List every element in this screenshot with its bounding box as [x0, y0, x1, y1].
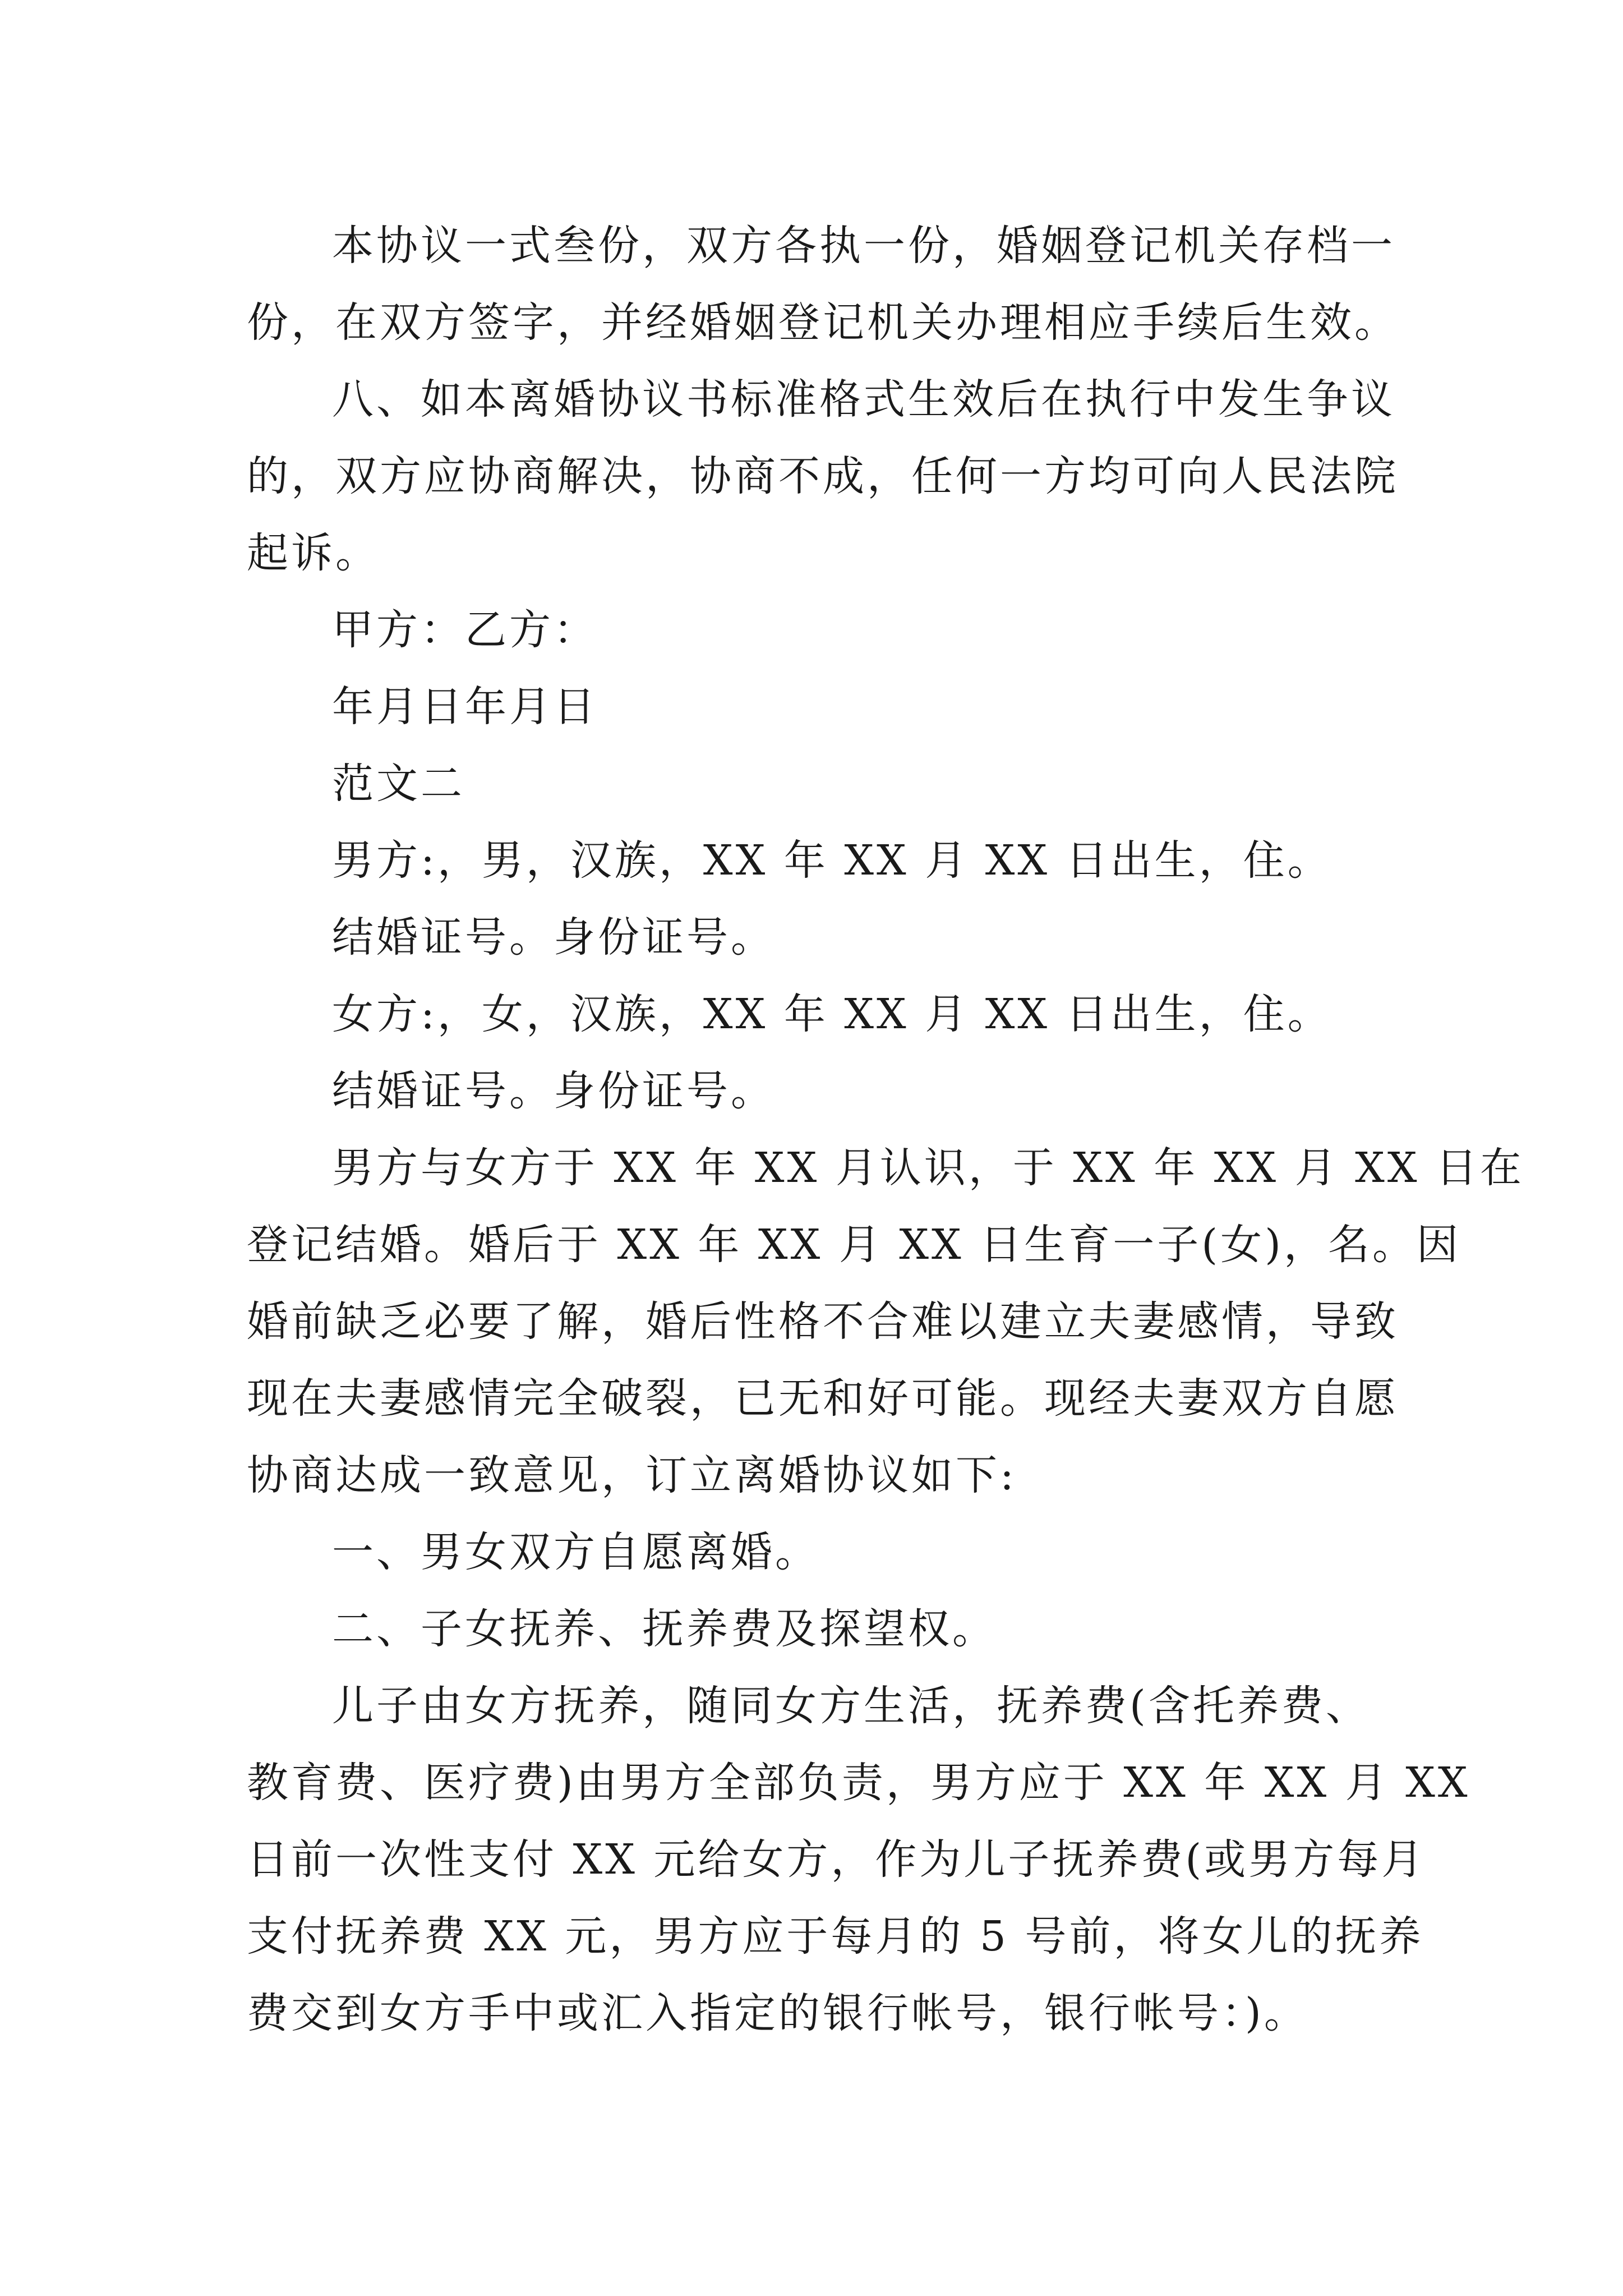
- text-line: 本协议一式叁份，双方各执一份，婚姻登记机关存档一: [332, 222, 1395, 270]
- text-line: 支付抚养费 XX 元，男方应于每月的 5 号前，将女儿的抚养: [247, 1912, 1424, 1961]
- text-line: 婚前缺乏必要了解，婚后性格不合难以建立夫妻感情，导致: [247, 1297, 1399, 1346]
- text-line: 教育费、医疗费)由男方全部负责，男方应于 XX 年 XX 月 XX: [247, 1759, 1470, 1807]
- text-line: 的，双方应协商解决，协商不成，任何一方均可向人民法院: [247, 452, 1399, 500]
- text-line: 结婚证号。身份证号。: [332, 1067, 775, 1115]
- text-line: 男方:，男，汉族，XX 年 XX 月 XX 日出生，住。: [332, 836, 1332, 885]
- document-body: [247, 208, 1525, 2052]
- section-heading: 范文二: [332, 760, 465, 808]
- text-line: 男方与女方于 XX 年 XX 月认识，于 XX 年 XX 月 XX 日在: [332, 1144, 1525, 1192]
- text-line: 日前一次性支付 XX 元给女方，作为儿子抚养费(或男方每月: [247, 1835, 1426, 1884]
- text-line: 儿子由女方抚养，随同女方生活，抚养费(含托养费、: [332, 1682, 1370, 1730]
- text-line: 起诉。: [247, 529, 380, 577]
- text-line: 八、如本离婚协议书标准格式生效后在执行中发生争议: [332, 375, 1395, 424]
- text-line: 登记结婚。婚后于 XX 年 XX 月 XX 日生育一子(女)，名。因: [247, 1221, 1461, 1269]
- text-line: 女方:，女，汉族，XX 年 XX 月 XX 日出生，住。: [332, 990, 1332, 1038]
- text-line: 现在夫妻感情完全破裂，已无和好可能。现经夫妻双方自愿: [247, 1374, 1399, 1423]
- signature-line: 甲方：乙方：: [332, 606, 598, 654]
- date-line: 年月日年月日: [332, 683, 598, 731]
- text-line: 结婚证号。身份证号。: [332, 913, 775, 961]
- text-line: 份，在双方签字，并经婚姻登记机关办理相应手续后生效。: [247, 298, 1399, 347]
- text-line: 费交到女方手中或汇入指定的银行帐号，银行帐号：)。: [247, 1989, 1308, 2037]
- text-line: 一、男女双方自愿离婚。: [332, 1528, 819, 1576]
- text-line: 二、子女抚养、抚养费及探望权。: [332, 1605, 997, 1653]
- text-line: 协商达成一致意见，订立离婚协议如下:: [247, 1451, 1017, 1499]
